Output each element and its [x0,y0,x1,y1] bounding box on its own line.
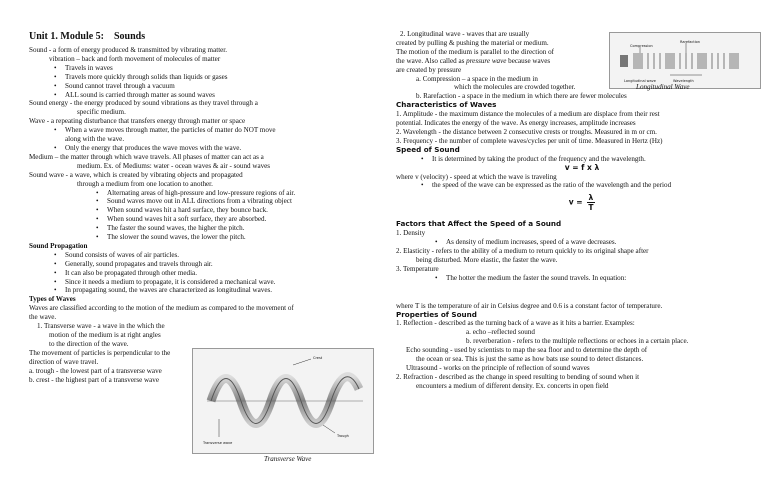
sound-wave-definition-cont: through a medium from one location to another. [77,179,213,188]
elasticity-definition-cont: being disturbed. More elastic, the faster the wave. [416,255,558,264]
movement-text: The movement of particles is perpendicular to the [29,348,171,357]
rarefaction-label: Rarefaction [680,40,701,44]
longitudinal-definition-cont3: the wave. Also called as pressure wave because waves [396,56,551,65]
propagation-bullets [29,251,372,296]
crest-pointer [293,359,311,365]
list-item: • the speed of the wave can be expressed as the ratio of the wavelength and the period [432,181,768,190]
amplitude-definition-cont: potential. Indicates the energy of the wave. As energy increases, amplitude increases [396,119,636,128]
wavelength-definition: 2. Wavelength - the distance between 2 consecutive crests or troughs. Measured in m or cm. [396,127,657,136]
transverse-wave-figure [192,348,374,454]
types-heading: Types of Waves [29,295,76,304]
factors-heading: Factors that Affect the Speed of a Sound [396,219,562,229]
transverse-definition: 1. Transverse wave - a wave in the which the [37,322,165,331]
list-item: • It can also be propagated through other media. [65,269,372,278]
crest-definition: b. crest - the highest part of a transverse wave [29,375,160,384]
echo-definition: a. echo –reflected sound [466,328,535,337]
frequency-definition: 3. Frequency - the number of complete waves/cycles per unit of time. Measured in Hertz (Hz) [396,136,663,145]
echo-sounding-definition-cont: the ocean or sea. This is just the same as how bats use sound to detect distances. [416,355,644,364]
temperature-item: 3. Temperature [396,264,439,273]
list-item: • In propagating sound, the waves are characterized as longitudinal waves. [65,286,372,295]
page-title: Unit 1. Module 5: Sounds [29,31,146,42]
wave-definition: Wave - a repeating disturbance that transfers energy through matter or space [29,117,246,126]
formula-ratio: v = $\frac{\lambda}{T}$ [568,193,594,213]
wavelength-label: Wavelength [673,79,694,83]
speed-bullets [396,155,768,164]
temperature-bullets [396,274,768,283]
list-item: • Sound cannot travel through a vacuum [65,82,372,91]
ultrasound-definition: Ultrasound - works on the principle of reflection of sound waves [406,364,590,372]
list-item: • When sound waves hit a hard surface, they bounce back. [107,206,372,215]
where-t-text: where T is the temperature of air in Celsius degree and 0.6 is a constant factor of temperature. [396,301,663,310]
propagation-heading: Sound Propagation [29,241,88,250]
formula-velocity: v = f x λ [564,162,600,172]
longitudinal-definition-cont4: are created by pressure [396,65,462,74]
refraction-definition: 2. Refraction - described as the change in speed resulting to bending of sound when it [396,372,640,381]
list-item: • The faster the sound waves, the higher the pitch. [107,224,372,233]
list-item: • When sound waves hit a soft surface, they are absorbed. [107,215,372,224]
longitudinal-label: Longitudinal wave [624,79,656,83]
list-item: • Only the energy that produces the wave moves with the wave. [65,144,372,153]
formula-numerator: λ [588,193,594,203]
list-item: • ALL sound is carried through matter as sound waves [65,91,372,100]
list-item: • The slower the sound waves, the lower the pitch. [107,233,372,242]
density-bullets [396,238,768,247]
transverse-caption: Transverse Wave [264,455,312,463]
compression-definition: a. Compression – a space in the medium in [416,74,538,83]
properties-heading: Properties of Sound [396,309,477,319]
list-item: • Sound consists of waves of air particles. [65,251,372,260]
list-item: • Generally, sound propagates and travels through air. [65,260,372,269]
sound-wave-bullets [29,189,372,242]
compression-label: Compression [630,44,653,48]
list-item: • Alternating areas of high-pressure and low-pressure regions of air. [107,189,372,198]
list-item: • The hotter the medium the faster the sound travels. In equation: [446,274,768,283]
transverse-definition-cont2: to the direction of the wave. [49,339,129,348]
echo-sounding-definition: Echo sounding - used by scientists to map the sea floor and to determine the depth of [406,346,648,355]
density-item: 1. Density [396,229,426,238]
types-definition-cont: the wave. [29,313,57,322]
amplitude-definition: 1. Amplitude - the maximum distance the molecules of a medium are displace from their rest [396,110,660,119]
speed-heading: Speed of Sound [396,144,460,154]
list-item: • Travels more quickly through solids than liquids or gases [65,73,372,82]
transverse-definition-cont: motion of the medium is at right angles [49,331,161,339]
reflection-definition: 1. Reflection - described as the turning back of a wave as it hits a barrier. Examples: [396,319,635,328]
left-column [29,30,372,384]
sound-energy-definition-cont: specific medium. [77,108,126,117]
pressure-wave-term: pressure wave [466,56,507,65]
refraction-definition-cont: encounters a medium of different density. Ex. concerts in open field [416,381,609,390]
sound-energy-definition: Sound energy - the energy produced by sound vibrations as they travel through a [29,99,258,108]
crest-label: Crest [313,356,323,360]
sound-wave-definition: Sound wave - a wave, which is created by vibrating objects and propagated [29,170,243,179]
medium-definition-cont: medium. Ex. of Mediums: water - ocean waves & air - sound waves [77,161,271,170]
wave-bullets [29,126,372,153]
longitudinal-definition: 2. Longitudinal wave - waves that are usually [400,30,530,38]
list-item: • Travels in waves [65,64,372,73]
formula-denominator: T [588,203,594,213]
list-item: • It is determined by taking the product of the frequency and the wavelength. [432,155,768,164]
transverse-label: Transverse wave [203,441,233,445]
list-item: • As density of medium increases, speed of a wave decreases. [446,238,768,247]
types-definition: Waves are classified according to the motion of the medium as compared to the movement of [29,304,294,313]
list-item: • Since it needs a medium to propagate, it is considered a mechanical wave. [65,278,372,287]
movement-text-cont: direction of wave travel. [29,357,99,366]
characteristics-heading: Characteristics of Waves [396,100,497,110]
rarefaction-definition: b. Rarefaction - a space in the medium in which there are fewer molecules [416,92,627,101]
sound-bullets [29,64,372,100]
compression-definition-cont: which the molecules are crowded together. Longitudinal Wave [454,83,690,92]
sound-definition: Sound - a form of energy produced & transmitted by vibrating matter. [29,46,228,54]
right-column [396,30,768,391]
equation-space [396,283,768,302]
vibration-definition: vibration – back and forth movement of molecules of matter [49,54,221,63]
page-title-topic: Sounds [114,31,146,42]
speed-bullets-2 [396,181,768,190]
list-item: • Sound waves move out in ALL directions from a vibrating object [107,197,372,206]
longitudinal-caption: Longitudinal Wave [636,83,690,92]
trough-definition: a. trough - the lowest part of a transverse wave [29,366,162,375]
list-item: • When a wave moves through matter, the particles of matter do NOT move along with the wave. [65,126,372,144]
elasticity-definition: 2. Elasticity - refers to the ability of a medium to return quickly to its original shape after [396,247,649,256]
longitudinal-definition-cont2: The motion of the medium is parallel to the direction of [396,47,554,56]
trough-pointer [323,425,335,433]
where-v-text: where v (velocity) - speed at which the wave is traveling [396,172,557,181]
medium-definition: Medium – the matter through which wave travels. All phases of matter can act as a [29,152,264,161]
longitudinal-definition-cont: created by pulling & pushing the material or medium. [396,38,549,47]
trough-label: Trough [337,434,349,438]
reverberation-definition: b. reverberation - refers to the multiple reflections or echoes in a certain place. [466,337,689,346]
